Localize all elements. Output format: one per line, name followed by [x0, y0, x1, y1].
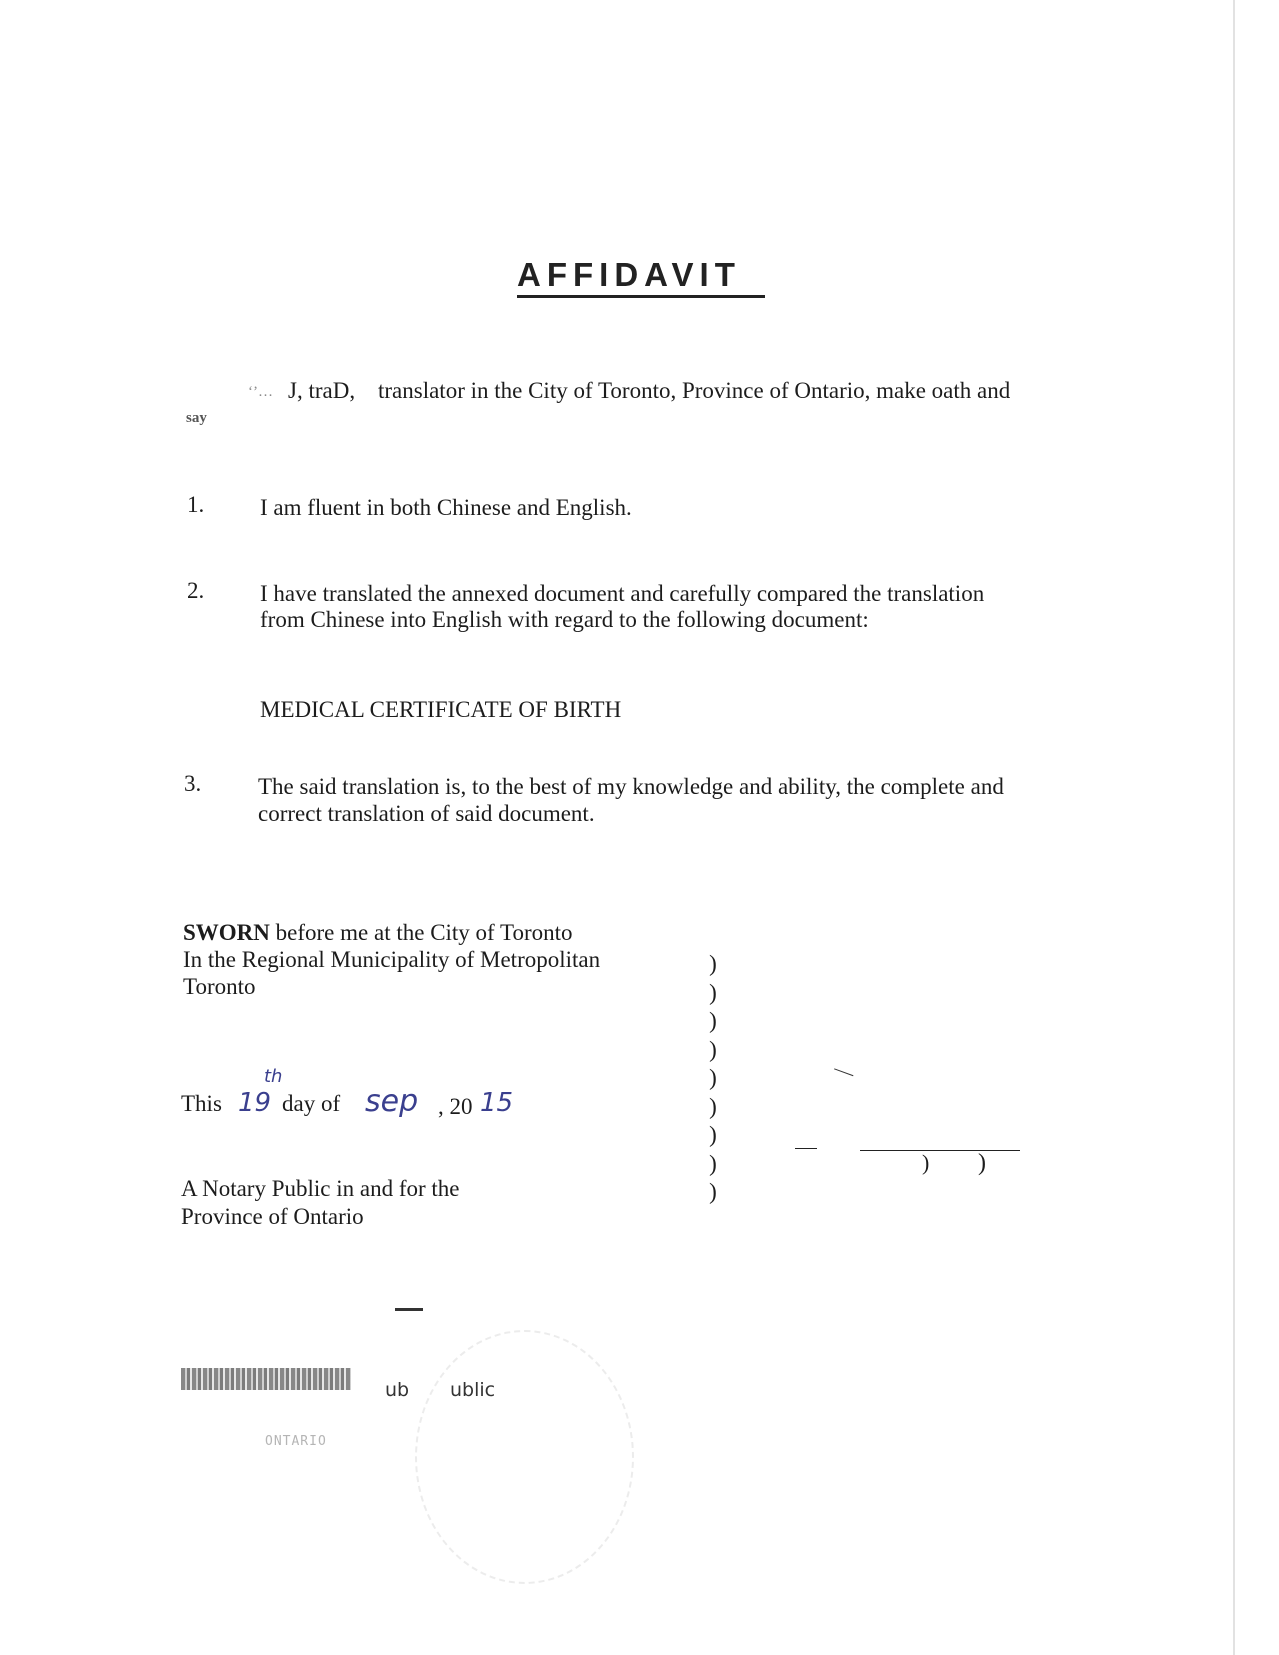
bracket-column — [706, 950, 720, 1207]
stamp-name-scribble — [181, 1368, 351, 1390]
date-month-handwritten: sep — [365, 1084, 419, 1119]
signature-line — [795, 1148, 817, 1149]
date-this: This — [181, 1091, 222, 1116]
date-year-handwritten: 15 — [480, 1088, 514, 1118]
signature-stroke: ) — [978, 1150, 986, 1176]
redacted-name: ‘’… — [248, 384, 273, 400]
item-number: 1. — [187, 492, 205, 517]
stamp-dash — [395, 1308, 423, 1311]
stamp-line-1: ublic — [450, 1379, 496, 1401]
notary-line-2: Province of Ontario — [181, 1204, 364, 1229]
signature-stroke: ) — [922, 1150, 930, 1175]
signature-mark: — — [831, 1057, 858, 1085]
item-3-line-2: correct translation of said document. — [258, 801, 595, 826]
notary-line-1: A Notary Public in and for the — [181, 1176, 460, 1201]
page-title: AFFIDAVIT — [517, 256, 741, 293]
page-edge — [1233, 0, 1235, 1655]
sworn-bold: SWORN — [183, 920, 270, 945]
item-number: 3. — [184, 771, 202, 796]
item-1-text: I am fluent in both Chinese and English. — [260, 495, 632, 520]
sworn-line-1-rest: before me at the City of Toronto — [275, 920, 573, 945]
bracket: ) — [709, 1036, 717, 1062]
bracket: ) — [709, 1093, 717, 1119]
bracket: ) — [709, 1065, 717, 1090]
sworn-line-3: Toronto — [183, 974, 256, 999]
date-year-prefix: , 20 — [438, 1094, 473, 1119]
stamp-line-1-prefix: ub — [385, 1379, 410, 1401]
title-underline — [517, 295, 765, 298]
item-2-line-2: from Chinese into English with regard to the following document: — [260, 607, 869, 632]
bracket: ) — [709, 1179, 717, 1204]
date-day-of: day of — [282, 1091, 341, 1116]
date-day-suffix: th — [264, 1066, 283, 1087]
bracket: ) — [709, 979, 717, 1005]
sworn-line-1 — [183, 919, 573, 946]
item-2-line-1: I have translated the annexed document and carefully compared the translation — [260, 581, 985, 606]
item-number: 2. — [187, 578, 205, 603]
item-3-line-1: The said translation is, to the best of my knowledge and ability, the complete and — [258, 774, 1004, 799]
signature-line — [860, 1150, 1020, 1151]
bracket: ) — [709, 1122, 717, 1147]
intro-text: translator in the City of Toronto, Province of Ontario, make oath and — [378, 378, 1011, 403]
notary-seal — [415, 1330, 634, 1584]
intro-name: J, traD, — [288, 378, 356, 403]
bracket: ) — [709, 951, 717, 976]
date-day-handwritten: 19 — [238, 1088, 272, 1118]
intro-margin-fragment: say — [186, 410, 207, 426]
bracket: ) — [709, 1008, 717, 1033]
stamp-line-2: ONTARIO — [265, 1434, 327, 1449]
sworn-line-2: In the Regional Municipality of Metropolitan — [183, 947, 601, 972]
bracket: ) — [709, 1150, 717, 1176]
document-name: MEDICAL CERTIFICATE OF BIRTH — [260, 697, 622, 722]
